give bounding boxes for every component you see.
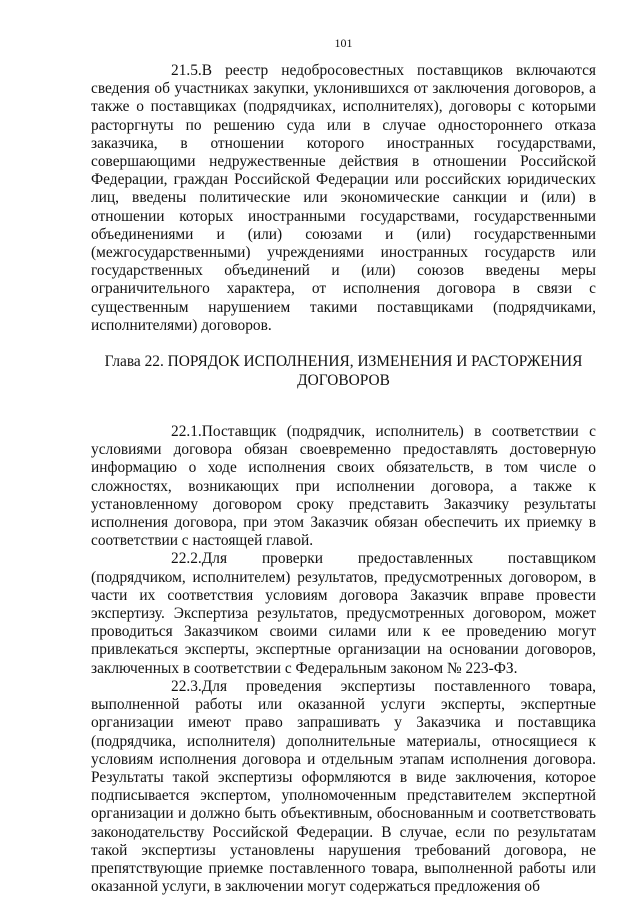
- chapter-title: Глава 22. ПОРЯДОК ИСПОЛНЕНИЯ, ИЗМЕНЕНИЯ И РАСТОРЖЕНИЯ ДОГОВОРОВ: [104, 353, 583, 389]
- clause-text: Поставщик (подрядчик, исполнитель) в соответствии с условиями договора обязан своевременно предоставлять достоверную информацию о ходе исполнения своих обязательств, в том числе о сложностях, возникающих при исполнении договора, а также к установленному договором сроку представить Заказчику результаты исполнения договора, при этом Заказчик обязан обеспечить их приемку в соответствии с настоящей главой.: [91, 423, 596, 550]
- clause-text: В реестр недобросовестных поставщиков включаются сведения об участниках закупки, уклонившихся от заключения договоров, а также о поставщиках (подрядчиках, исполнителях), договоры с которыми расторгнуты по решению суда или в случае одностороннего отказа заказчика, в отношении которого иностранных государствами, совершающими недружественные действия в отношении Российской Федерации, граждан Российской Федерации или российских юридических лиц, введены политические или экономические санкции и (или) в отношении которых иностранными государствами, государственными объединениями и (или) союзами и (или) государственными (межгосударственными) учреждениями иностранных государств или государственных объединений и (или) союзов введены меры ограничительного характера, от исполнения договора в связи с существенным нарушением такими поставщиками (подрядчиками, исполнителями) договоров.: [91, 62, 596, 334]
- clause-text: Для проверки предоставленных поставщиком (подрядчиком, исполнителем) результатов, предусмотренных договором, в части их соответствия условиям договора Заказчик вправе провести экспертизу. Экспертиза результатов, предусмотренных договором, может проводиться Заказчиком своими силами или к ее проведению могут привлекаться эксперты, экспертные организации на основании договоров, заключенных в соответствии с Федеральным законом № 223-ФЗ.: [91, 550, 596, 677]
- clause-text: Для проведения экспертизы поставленного товара, выполненной работы или оказанной услуги эксперты, экспертные организации имеют право запрашивать у Заказчика и поставщика (подрядчика, исполнителя) дополнительные материалы, относящиеся к условиям исполнения договора и отдельным этапам исполнения договора. Результаты такой экспертизы оформляются в виде заключения, которое подписывается экспертом, уполномоченным представителем экспертной организации и должно быть объективным, обоснованным и соответствовать законодательству Российской Федерации. В случае, если по результатам такой экспертизы установлены нарушения требований договора, не препятствующие приемке поставленного товара, выполненной работы или оказанной услуги, в заключении могут содержаться предложения об: [91, 677, 596, 896]
- page-number: 101: [334, 36, 353, 50]
- clause-22-1: [91, 423, 596, 550]
- clause-21-5: [91, 62, 596, 335]
- clause-number: 21.5.: [171, 62, 202, 79]
- clause-22-3: [91, 678, 596, 896]
- clause-number: 22.1.: [171, 423, 202, 441]
- clause-22-2: [91, 550, 596, 677]
- clause-number: 22.3.: [171, 677, 202, 695]
- clause-number: 22.2.: [171, 550, 202, 568]
